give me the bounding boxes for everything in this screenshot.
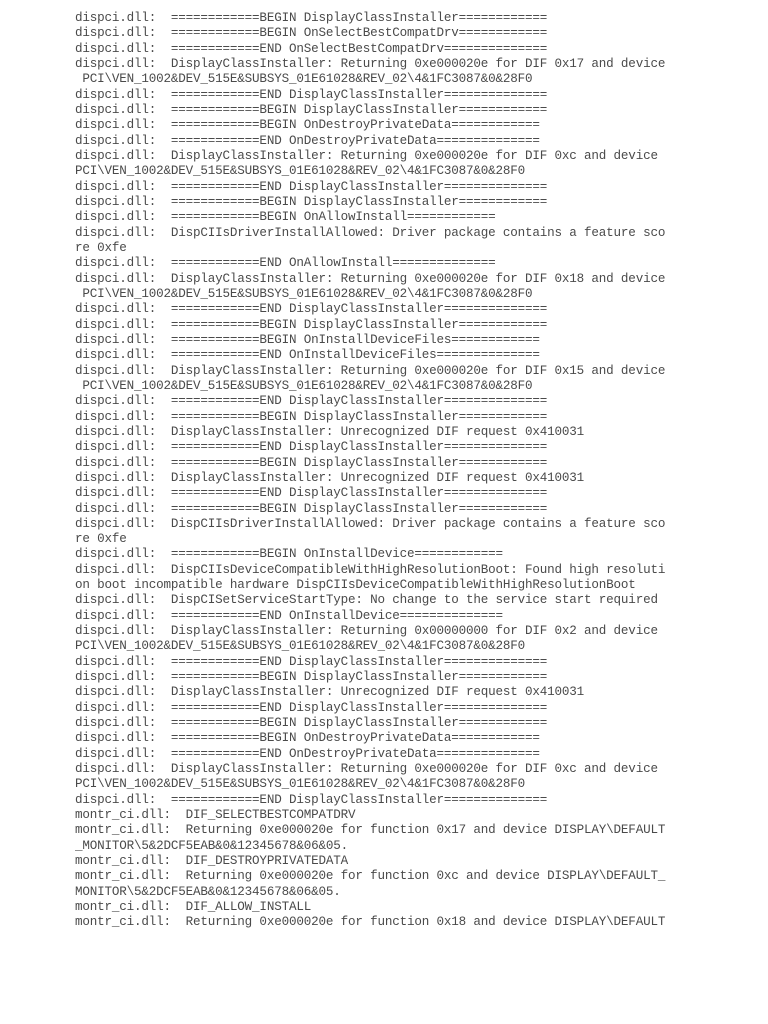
log-line: dispci.dll: DisplayClassInstaller: Returning 0xe000020e for DIF 0x18 and device	[75, 271, 666, 286]
log-line: dispci.dll: ============END OnInstallDeviceFiles==============	[75, 348, 540, 363]
log-line: _MONITOR\5&2DCF5EAB&0&12345678&06&05.	[75, 838, 348, 853]
log-line: dispci.dll: ============END DisplayClassInstaller==============	[75, 792, 548, 807]
log-line: dispci.dll: ============BEGIN DisplayClassInstaller============	[75, 409, 548, 424]
log-line: dispci.dll: DisplayClassInstaller: Unrecognized DIF request 0x410031	[75, 470, 585, 485]
log-line: dispci.dll: ============BEGIN DisplayClassInstaller============	[75, 501, 548, 516]
log-line: PCI\VEN_1002&DEV_515E&SUBSYS_01E61028&REV_02\4&1FC3087&0&28F0	[75, 777, 526, 792]
log-line: dispci.dll: ============END DisplayClassInstaller==============	[75, 486, 548, 501]
log-line: dispci.dll: ============BEGIN OnInstallDeviceFiles============	[75, 332, 540, 347]
log-line: dispci.dll: ============BEGIN DisplayClassInstaller============	[75, 317, 548, 332]
log-line: PCI\VEN_1002&DEV_515E&SUBSYS_01E61028&REV_02\4&1FC3087&0&28F0	[75, 72, 533, 87]
log-line: dispci.dll: DisplayClassInstaller: Unrecognized DIF request 0x410031	[75, 424, 585, 439]
log-line: dispci.dll: ============BEGIN OnInstallDevice============	[75, 547, 503, 562]
log-line: dispci.dll: DisplayClassInstaller: Returning 0xe000020e for DIF 0x15 and device	[75, 363, 666, 378]
log-line: dispci.dll: ============BEGIN DisplayClassInstaller============	[75, 11, 548, 25]
log-line: PCI\VEN_1002&DEV_515E&SUBSYS_01E61028&REV_02\4&1FC3087&0&28F0	[75, 164, 526, 179]
log-line: PCI\VEN_1002&DEV_515E&SUBSYS_01E61028&REV_02\4&1FC3087&0&28F0	[75, 286, 533, 301]
log-line: montr_ci.dll: Returning 0xe000020e for function 0x18 and device DISPLAY\DEFAULT	[75, 915, 666, 930]
log-line: dispci.dll: ============BEGIN OnAllowInstall============	[75, 210, 496, 225]
log-document	[75, 11, 755, 931]
log-line: dispci.dll: ============BEGIN DisplayClassInstaller============	[75, 102, 548, 117]
log-line: dispci.dll: ============END DisplayClassInstaller==============	[75, 654, 548, 669]
log-line: dispci.dll: ============BEGIN OnDestroyPrivateData============	[75, 731, 540, 746]
log-line: dispci.dll: DisplayClassInstaller: Returning 0xe000020e for DIF 0xc and device	[75, 148, 658, 163]
log-line: dispci.dll: ============BEGIN DisplayClassInstaller============	[75, 670, 548, 685]
log-line: dispci.dll: DisplayClassInstaller: Returning 0xe000020e for DIF 0x17 and device	[75, 56, 666, 71]
log-line: dispci.dll: ============END DisplayClassInstaller==============	[75, 302, 548, 317]
log-line: dispci.dll: ============END DisplayClassInstaller==============	[75, 440, 548, 455]
log-line: dispci.dll: DisplayClassInstaller: Returning 0x00000000 for DIF 0x2 and device	[75, 624, 658, 639]
log-line: dispci.dll: ============END DisplayClassInstaller==============	[75, 700, 548, 715]
log-line: dispci.dll: DispCIIsDriverInstallAllowed: Driver package contains a feature sco	[75, 225, 666, 240]
log-line: dispci.dll: ============END DisplayClassInstaller==============	[75, 179, 548, 194]
log-line: montr_ci.dll: Returning 0xe000020e for function 0x17 and device DISPLAY\DEFAULT	[75, 823, 666, 838]
log-line: dispci.dll: ============END DisplayClassInstaller==============	[75, 87, 548, 102]
log-line: montr_ci.dll: DIF_ALLOW_INSTALL	[75, 900, 312, 915]
log-line: dispci.dll: ============BEGIN OnDestroyPrivateData============	[75, 118, 540, 133]
log-line: dispci.dll: ============BEGIN DisplayClassInstaller============	[75, 716, 548, 731]
log-line: dispci.dll: DispCIIsDriverInstallAllowed: Driver package contains a feature sco	[75, 516, 666, 531]
log-line: dispci.dll: DisplayClassInstaller: Returning 0xe000020e for DIF 0xc and device	[75, 762, 658, 777]
log-line: PCI\VEN_1002&DEV_515E&SUBSYS_01E61028&REV_02\4&1FC3087&0&28F0	[75, 639, 526, 654]
log-line: dispci.dll: DispCIIsDeviceCompatibleWithHighResolutionBoot: Found high resoluti	[75, 562, 666, 577]
log-line: montr_ci.dll: DIF_SELECTBESTCOMPATDRV	[75, 808, 356, 823]
log-line: dispci.dll: ============END OnDestroyPrivateData==============	[75, 746, 540, 761]
log-line: MONITOR\5&2DCF5EAB&0&12345678&06&05.	[75, 884, 341, 899]
log-line: dispci.dll: ============BEGIN DisplayClassInstaller============	[75, 194, 548, 209]
log-line: dispci.dll: DisplayClassInstaller: Unrecognized DIF request 0x410031	[75, 685, 585, 700]
log-line: on boot incompatible hardware DispCIIsDeviceCompatibleWithHighResolutionBoot	[75, 578, 636, 593]
log-line: dispci.dll: ============END DisplayClassInstaller==============	[75, 394, 548, 409]
log-line: dispci.dll: ============END OnInstallDevice==============	[75, 608, 503, 623]
log-line: re 0xfe	[75, 532, 127, 547]
log-line: dispci.dll: ============END OnSelectBestCompatDrv==============	[75, 41, 548, 56]
log-line: dispci.dll: ============END OnDestroyPrivateData==============	[75, 133, 540, 148]
log-line: re 0xfe	[75, 240, 127, 255]
log-line: dispci.dll: ============BEGIN OnSelectBestCompatDrv============	[75, 26, 548, 41]
log-line: dispci.dll: DispCISetServiceStartType: No change to the service start required	[75, 593, 658, 608]
log-line: dispci.dll: ============END OnAllowInstall==============	[75, 256, 496, 271]
log-line: montr_ci.dll: Returning 0xe000020e for function 0xc and device DISPLAY\DEFAULT_	[75, 869, 666, 884]
log-line: PCI\VEN_1002&DEV_515E&SUBSYS_01E61028&REV_02\4&1FC3087&0&28F0	[75, 378, 533, 393]
log-line: dispci.dll: ============BEGIN DisplayClassInstaller============	[75, 455, 548, 470]
log-line: montr_ci.dll: DIF_DESTROYPRIVATEDATA	[75, 854, 348, 869]
